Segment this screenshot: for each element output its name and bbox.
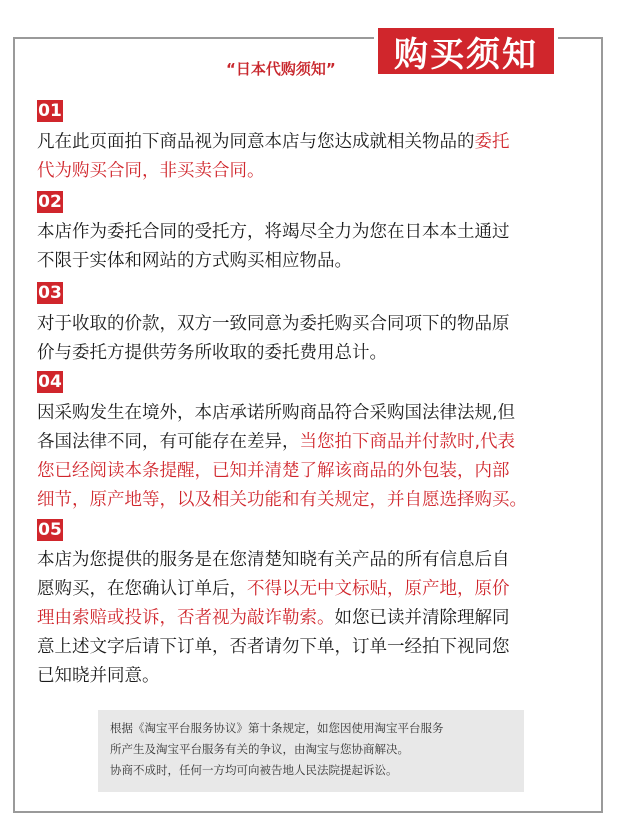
note-line: 协商不成时，任何一方均可向被告地人民法院提起诉讼。 <box>110 763 398 777</box>
text-line: 不限于实体和网站的方式购买相应物品。 <box>37 251 352 271</box>
text-line: 已知晓并同意。 <box>37 666 160 686</box>
text-line: 代为购买合同，非买卖合同。 <box>37 161 265 181</box>
section-01-text <box>37 128 597 186</box>
section-number: 01 <box>38 101 62 121</box>
section-05-number-wrap <box>37 519 63 541</box>
text-line: 对于收取的价款，双方一致同意为委托购买合同项下的物品原 <box>37 314 510 334</box>
note-line: 根据《淘宝平台服务协议》第十条规定，如您因使用淘宝平台服务 <box>110 721 444 735</box>
section-04-text <box>37 399 597 515</box>
text-line: 您已经阅读本条提醒，已知并清楚了解该商品的外包装，内部 <box>37 461 510 481</box>
section-01-number-wrap <box>37 100 63 122</box>
text-line: 价与委托方提供劳务所收取的委托费用总计。 <box>37 343 387 363</box>
section-04-number-wrap <box>37 371 63 393</box>
text-line: 理由索赔或投诉，否者视为敲诈勒索。如您已读并清除理解同 <box>37 608 510 628</box>
text-line: 凡在此页面拍下商品视为同意本店与您达成就相关物品的委托 <box>37 132 510 152</box>
section-number: 04 <box>38 372 62 392</box>
header-title: 购买须知 <box>378 28 554 74</box>
legal-note <box>98 710 524 792</box>
text-line: 意上述文字后请下订单，否者请勿下单，订单一经拍下视同您 <box>37 637 510 657</box>
section-number: 05 <box>38 520 62 540</box>
section-number: 03 <box>38 283 62 303</box>
section-02-number-wrap <box>37 191 63 213</box>
text-line: 细节，原产地等，以及相关功能和有关规定，并自愿选择购买。 <box>37 490 527 510</box>
section-number: 02 <box>38 192 62 212</box>
section-05-text <box>37 546 597 691</box>
section-02-text <box>37 218 597 276</box>
text-line: 本店为您提供的服务是在您清楚知晓有关产品的所有信息后自 <box>37 550 510 570</box>
note-line: 所产生及淘宝平台服务有关的争议，由淘宝与您协商解决。 <box>110 742 409 756</box>
section-03-text <box>37 310 597 368</box>
text-line: 愿购买，在您确认订单后，不得以无中文标贴，原产地，原价 <box>37 579 510 599</box>
header-subtitle: “日本代购须知” <box>222 58 340 79</box>
text-line: 本店作为委托合同的受托方，将竭尽全力为您在日本本土通过 <box>37 222 510 242</box>
section-03-number-wrap <box>37 282 63 304</box>
text-line: 各国法律不同，有可能存在差异，当您拍下商品并付款时,代表 <box>37 432 516 452</box>
text-line: 因采购发生在境外，本店承诺所购商品符合采购国法律法规,但 <box>37 403 516 423</box>
